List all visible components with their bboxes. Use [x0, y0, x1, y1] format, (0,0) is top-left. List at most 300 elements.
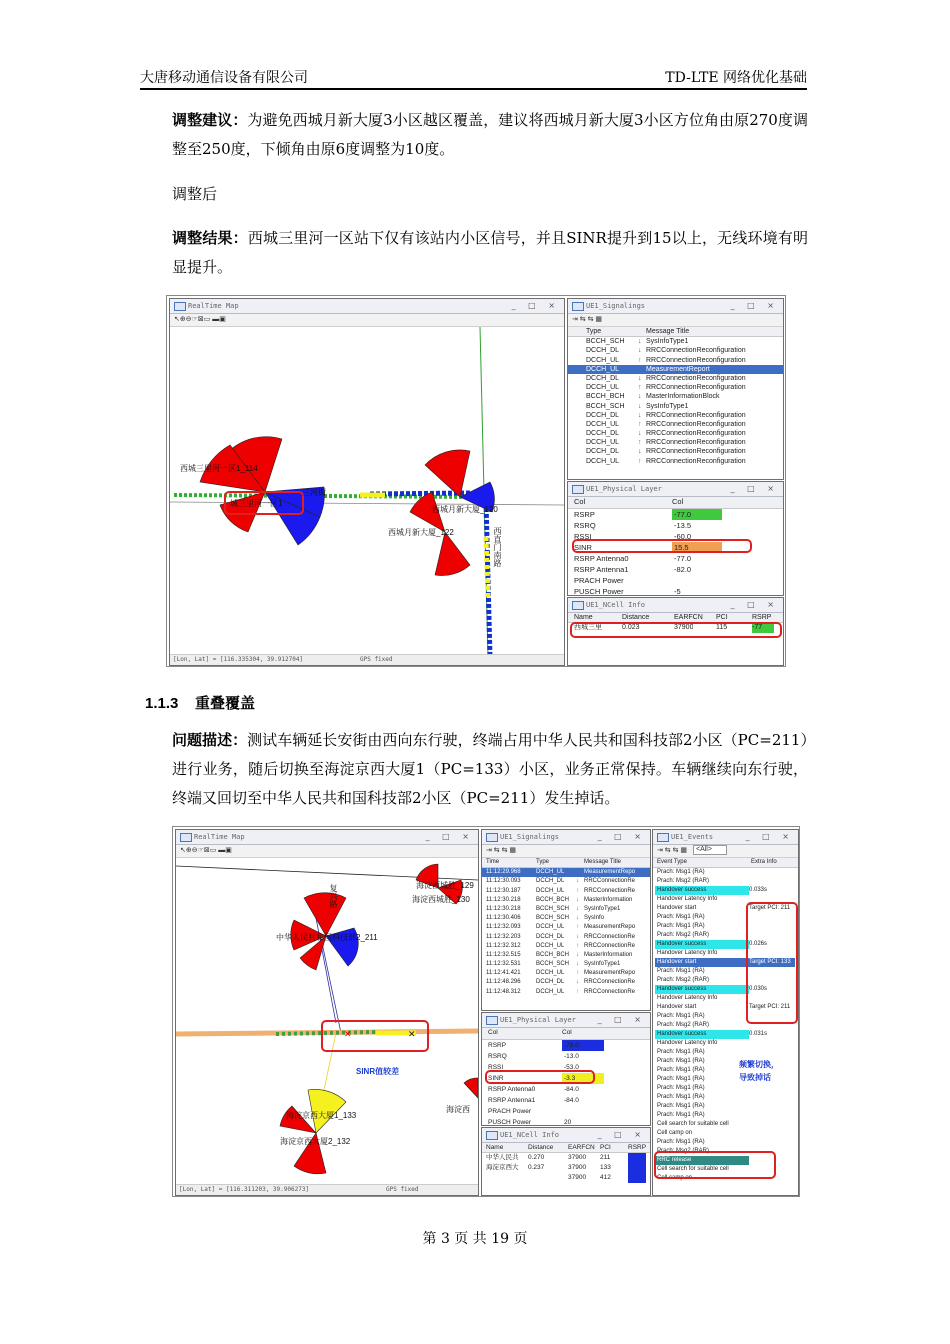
physical-title-bar [568, 482, 783, 497]
cell-value: -53.0 [564, 1064, 579, 1071]
cell-event-type: Prach: Msg2 (RAR) [657, 932, 710, 939]
arrow-up-icon: ↑ [638, 439, 642, 447]
cell-type: DCCH_DL [536, 979, 565, 986]
table-row [568, 438, 783, 447]
cell-event-type: Prach: Msg1 (RA) [657, 1049, 705, 1056]
section-title: 重叠覆盖 [195, 695, 256, 712]
physical-title: UE1_Physical Layer [586, 485, 662, 493]
cell-msg: RRCConnectionRe [584, 988, 636, 995]
table-row [482, 923, 650, 932]
signalings-title: UE1_Signalings [500, 833, 560, 841]
cell-event-type: Prach: Msg1 (RA) [657, 914, 705, 921]
cell-earfcn: 37900 [568, 1154, 587, 1162]
table-row [482, 1106, 650, 1117]
col-rsrp: RSRP [752, 614, 772, 621]
cell-pci: 115 [716, 624, 728, 632]
cell-msg: RRCConnectionReconfiguration [646, 384, 746, 392]
ue-marker: ✕ [408, 1029, 416, 1039]
signalings-title: UE1_Signalings [586, 302, 646, 310]
cell-value: -60.0 [674, 532, 692, 541]
cell-event-type: Prach: Msg1 (RA) [657, 1058, 705, 1065]
table-row [482, 1084, 650, 1095]
arrow-down-icon: ↓ [638, 374, 642, 382]
cell-msg: RRCConnectionRe [584, 942, 636, 949]
cell-rsrp [628, 1153, 646, 1163]
cell-event-type: Cell camp on [657, 1175, 693, 1182]
cell-time: 11:12:32.093 [486, 924, 521, 931]
cell-type: BCCH_SCH [586, 402, 625, 410]
map-title: RealTime Map [188, 302, 239, 310]
cell-msg: MeasurementReport [646, 365, 710, 373]
suggestion-text: 为避免西城月新大厦3小区越区覆盖，建议将西城月新大厦3小区方位角由原270度调整至250度，下倾角由原6度调整为10度。 [172, 111, 808, 158]
events-filter-select[interactable]: <All> [693, 845, 727, 855]
cell-value: -77.0 [674, 554, 692, 563]
cell-value: -3.3 [562, 1073, 604, 1084]
table-row [568, 447, 783, 456]
cell-msg: RRCConnectionReconfiguration [646, 420, 746, 428]
cell-msg: RRCConnectionRe [584, 887, 636, 894]
table-row [568, 575, 783, 586]
cell-event-type: Handover start [655, 958, 749, 967]
cell-rsrp [628, 1163, 646, 1173]
cell-time: 11:12:30.093 [486, 878, 521, 885]
cell-extra-info: 0.033s [749, 887, 768, 894]
cell-event-type: Cell search for suitable cell [657, 1121, 729, 1128]
cell-extra-info: Target PCI: 133 [749, 958, 795, 967]
events-title: UE1_Events [671, 833, 714, 841]
arrow-up-icon: ↑ [638, 384, 642, 392]
arrow-down-icon: ↓ [576, 896, 579, 903]
cell-event-type: Handover start [657, 1004, 697, 1011]
window-controls[interactable]: _ □ × [511, 301, 560, 310]
cell-name: RSRP [488, 1042, 507, 1049]
arrow-down-icon: ↓ [638, 448, 642, 456]
table-row [482, 988, 650, 997]
signalings-toolbar[interactable]: ⇥ ⇆ ⇆ ▦ [482, 845, 650, 858]
cell-type: DCCH_DL [586, 374, 620, 382]
cell-name: RSRP Antenna1 [574, 565, 629, 574]
cell-type: DCCH_UL [586, 457, 620, 465]
cell-type: DCCH_UL [536, 942, 565, 949]
gps-status: GPS fixed [360, 656, 393, 663]
table-row [568, 356, 783, 365]
cell-event-type: Prach: Msg1 (RA) [657, 1067, 705, 1074]
table-row [653, 1093, 798, 1102]
map-status-bar [170, 654, 565, 665]
label-keji-211: 中华人民共和国科技部2_211 [276, 933, 378, 942]
cell-msg: RRCConnectionReconfiguration [646, 356, 746, 364]
cell-type: DCCH_DL [586, 347, 620, 355]
cell-name: RSRP Antenna0 [574, 554, 629, 563]
col-message-title: Message Title [584, 859, 622, 865]
window-controls[interactable]: _ □ × [597, 832, 646, 841]
cell-rsrp [628, 1173, 646, 1183]
table-row [653, 877, 798, 886]
col-rsrp: RSRP [628, 1144, 647, 1151]
cell-msg: SysInfo [584, 915, 605, 922]
table-row [653, 1048, 798, 1057]
table-row [568, 411, 783, 420]
table-row [482, 978, 650, 987]
cell-event-type: Handover Latency Info [657, 896, 718, 903]
cell-type: DCCH_UL [536, 869, 565, 876]
table-row [568, 346, 783, 355]
cell-name: SINR [574, 543, 592, 552]
window-icon [180, 833, 192, 842]
cell-event-type: RRC release [655, 1156, 749, 1165]
cell-event-type: Cell search for suitable cell [657, 1166, 729, 1173]
cell-msg: SysInfoType1 [646, 338, 689, 346]
arrow-up-icon: ↑ [576, 988, 579, 995]
cell-msg: RRCConnectionRe [584, 933, 636, 940]
cell-type: BCCH_BCH [586, 393, 625, 401]
sinr-highlight [572, 539, 752, 553]
signalings-title-bar [482, 830, 650, 845]
table-row [482, 942, 650, 951]
cell-event-type: Prach: Msg2 (RAR) [657, 1022, 710, 1029]
cell-sectors-jingxi [280, 1078, 478, 1174]
col-name: Col [574, 497, 586, 506]
table-row [482, 1173, 650, 1183]
cell-event-type: Prach: Msg2 (RAR) [657, 977, 710, 984]
map-title-bar [176, 830, 478, 845]
label-vertical-road: 复兴路 [329, 884, 338, 908]
cell-name: RSSI [574, 532, 592, 541]
cell-value: 15.5 [672, 542, 722, 553]
cell-event-type: Handover start [657, 905, 697, 912]
arrow-down-icon: ↓ [576, 915, 579, 922]
ncell-info-window [567, 597, 784, 666]
table-row [653, 1039, 798, 1048]
table-row [653, 886, 798, 895]
cell-msg: SysInfoType1 [584, 905, 621, 912]
cell-extra-info: Target PCI: 211 [749, 1004, 791, 1011]
signalings-window [567, 298, 784, 480]
arrow-up-icon: ↑ [638, 356, 642, 364]
ncell-table [482, 1143, 650, 1183]
col-value: Col [562, 1029, 572, 1036]
problem-description [172, 726, 808, 813]
arrow-down-icon: ↓ [638, 347, 642, 355]
map-coordinates: [Lon, Lat] = [116.311203, 39.906273] [179, 1186, 310, 1193]
map-toolbar[interactable]: ↖⊕⊖☞⊠▭ ▬▣ [170, 314, 564, 327]
table-row [568, 365, 783, 374]
table-row [568, 402, 783, 411]
table-header [482, 858, 650, 868]
cell-time: 11:12:32.515 [486, 951, 521, 958]
cell-event-type: Prach: Msg1 (RA) [657, 869, 705, 876]
cell-msg: MasterInformation [584, 951, 633, 958]
arrow-down-icon: ↓ [576, 878, 579, 885]
cell-distance: 0.023 [622, 624, 640, 632]
cell-event-type: Cell camp on [657, 1130, 693, 1137]
cell-time: 11:12:41.421 [486, 970, 521, 977]
suggestion-label: 调整建议： [172, 111, 248, 129]
col-name: Col [488, 1029, 498, 1036]
table-row [653, 1111, 798, 1120]
table-row [568, 553, 783, 564]
map-toolbar[interactable]: ↖⊕⊖☞⊠▭ ▬▣ [176, 845, 478, 858]
col-name: Name [574, 614, 593, 621]
events-toolbar [653, 845, 798, 858]
cell-value: -13.0 [564, 1053, 579, 1060]
section-number: 1.1.3 [145, 695, 179, 712]
map-coordinates: [Lon, Lat] = [116.335304, 39.912704] [173, 656, 304, 663]
table-row [482, 933, 650, 942]
label-road: 三河街 [302, 488, 326, 497]
cell-msg: RRCConnectionReconfiguration [646, 411, 746, 419]
table-header [653, 858, 798, 868]
table-row [568, 509, 783, 520]
table-header [482, 1143, 650, 1153]
cell-distance: 0.237 [528, 1164, 545, 1172]
cell-name: RSRP Antenna1 [488, 1097, 536, 1104]
cell-event-type: Handover Latency Info [657, 995, 718, 1002]
cell-msg: RRCConnectionReconfiguration [646, 457, 746, 465]
col-pci: PCI [600, 1144, 611, 1151]
map-title: RealTime Map [194, 833, 245, 841]
table-row [653, 1102, 798, 1111]
cell-event-type: Handover success [655, 1030, 749, 1039]
table-row [653, 1129, 798, 1138]
cell-name: RSRQ [488, 1053, 507, 1060]
arrow-down-icon: ↓ [638, 338, 642, 346]
cell-type: BCCH_SCH [586, 338, 625, 346]
cell-type: DCCH_UL [586, 420, 620, 428]
col-time: Time [486, 859, 500, 865]
events-title-bar [653, 830, 798, 845]
label-vertical-road: 西直门南路 [493, 527, 502, 567]
cell-pci: 412 [600, 1174, 611, 1182]
cell-name: 西城三里 [574, 624, 602, 632]
cell-event-type: Handover Latency Info [657, 1040, 718, 1047]
label-sanlihe-selected: 城三里河一区1 [230, 499, 283, 508]
cell-type: BCCH_SCH [536, 905, 570, 912]
col-earfcn: EARFCN [568, 1144, 595, 1151]
table-row [482, 896, 650, 905]
window-icon [174, 302, 186, 311]
arrow-up-icon: ↑ [576, 924, 579, 931]
col-message-title: Message Title [646, 328, 690, 335]
arrow-up-icon: ↑ [638, 420, 642, 428]
col-distance: Distance [528, 1144, 554, 1151]
gps-status: GPS fixed [386, 1186, 419, 1193]
map-canvas[interactable] [170, 327, 564, 657]
arrow-down-icon: ↓ [576, 933, 579, 940]
col-type: Type [536, 859, 550, 865]
label-sanlihe-114: 西城三里河一区1_114 [180, 464, 258, 473]
events-toolbar-icons[interactable]: ⇥ ⇆ ⇆ ▦ [657, 847, 688, 854]
window-icon [572, 302, 584, 311]
label-sinr-note: SINR值较差 [356, 1067, 400, 1076]
arrow-up-icon: ↑ [576, 869, 579, 876]
col-earfcn: EARFCN [674, 614, 703, 621]
cell-rsrp: -77 [752, 623, 774, 633]
ncell-title-bar [568, 598, 783, 613]
cell-type: DCCH_DL [586, 430, 620, 438]
cell-value: -84.0 [564, 1086, 579, 1093]
realtime-map-window [169, 298, 565, 666]
arrow-down-icon: ↓ [638, 402, 642, 410]
table-row [482, 1153, 650, 1163]
cell-earfcn: 37900 [568, 1174, 587, 1182]
table-row [568, 392, 783, 401]
table-row [653, 1084, 798, 1093]
cell-name: PRACH Power [574, 576, 624, 585]
cell-time: 11:12:32.531 [486, 961, 521, 968]
window-controls[interactable]: _ □ × [597, 1130, 646, 1139]
cell-event-type: Prach: Msg1 (RA) [657, 1013, 705, 1020]
cell-event-type: Handover success [655, 886, 749, 895]
handover-annotation [739, 1058, 779, 1084]
arrow-up-icon: ↑ [576, 970, 579, 977]
col-distance: Distance [622, 614, 650, 621]
window-icon [572, 485, 584, 494]
cell-type: DCCH_DL [536, 933, 565, 940]
cell-msg: MeasurementRepo [584, 924, 636, 931]
label-north-129: 海淀西城胜_129 [416, 881, 474, 890]
signalings-table [482, 858, 650, 997]
table-row [482, 905, 650, 914]
arrow-up-icon: ↑ [638, 365, 642, 373]
cell-event-type: Prach: Msg1 (RA) [657, 1094, 705, 1101]
cell-name: PUSCH Power [488, 1119, 531, 1126]
arrow-down-icon: ↓ [576, 905, 579, 912]
realtime-map-window [175, 829, 479, 1196]
table-row [568, 457, 783, 466]
col-event-type: Event Type [657, 859, 687, 865]
signalings-toolbar[interactable]: ⇥ ⇆ ⇆ ▦ [568, 314, 783, 327]
cell-type: DCCH_DL [586, 448, 620, 456]
window-icon [486, 1016, 498, 1025]
cell-type: BCCH_BCH [536, 951, 570, 958]
window-controls[interactable]: _ □ × [730, 484, 779, 493]
cell-extra-info: 0.026s [749, 941, 768, 948]
table-row [482, 887, 650, 896]
cell-extra-info: 0.031s [749, 1031, 768, 1038]
window-controls[interactable]: _ □ × [597, 1015, 646, 1024]
map-title-bar [170, 299, 564, 314]
cell-time: 11:12:30.218 [486, 905, 521, 912]
window-icon [486, 1131, 498, 1140]
cell-msg: RRCConnectionReconfiguration [646, 430, 746, 438]
cell-type: BCCH_BCH [536, 896, 570, 903]
company-name: 大唐移动通信设备有限公司 [140, 70, 308, 86]
arrow-down-icon: ↓ [638, 411, 642, 419]
cell-type: DCCH_UL [586, 439, 620, 447]
cell-type: DCCH_UL [586, 365, 620, 373]
cell-msg: MasterInformation [584, 896, 633, 903]
page-header [140, 64, 807, 90]
window-controls[interactable]: _ □ × [730, 600, 779, 609]
label-jingxi-132: 海淀京西大厦2_132 [280, 1137, 351, 1146]
window-controls[interactable]: _ □ × [745, 832, 794, 841]
table-row [482, 1163, 650, 1173]
table-row [568, 374, 783, 383]
document-title: TD-LTE 网络优化基础 [665, 70, 807, 86]
window-controls[interactable]: _ □ × [730, 301, 779, 310]
cell-type: DCCH_UL [536, 988, 565, 995]
label-north-130: 海淀西城胜_130 [412, 895, 470, 904]
cell-event-type: Prach: Msg1 (RA) [657, 1112, 705, 1119]
cell-time: 11:12:32.203 [486, 933, 521, 940]
cell-pci: 133 [600, 1164, 611, 1172]
cell-type: DCCH_UL [586, 356, 620, 364]
label-yuexin-122: 西城月新大厦_122 [388, 528, 454, 537]
arrow-down-icon: ↓ [638, 430, 642, 438]
ncell-title: UE1_NCell Info [586, 601, 646, 609]
table-row [568, 586, 783, 596]
cell-event-type: Prach: Msg2 (RAR) [657, 878, 710, 885]
cell-msg: SysInfoType1 [584, 961, 621, 968]
cell-type: BCCH_SCH [536, 915, 570, 922]
table-row [482, 1095, 650, 1106]
table-row [482, 1051, 650, 1062]
cell-extra-info: 0.030s [749, 986, 768, 993]
cell-name: 中华人民共 [486, 1154, 519, 1162]
cell-msg: SysInfoType1 [646, 402, 689, 410]
cell-type: BCCH_SCH [536, 961, 570, 968]
table-row [568, 337, 783, 346]
table-row [568, 383, 783, 392]
ncell-title-bar [482, 1128, 650, 1143]
cell-msg: RRCConnectionReconfiguration [646, 347, 746, 355]
table-row [482, 969, 650, 978]
map-status-bar [176, 1184, 479, 1195]
arrow-down-icon: ↓ [576, 951, 579, 958]
cell-type: DCCH_DL [586, 411, 620, 419]
ncell-title: UE1_NCell Info [500, 1131, 560, 1139]
cell-name: PUSCH Power [574, 587, 624, 596]
cell-value: -5 [674, 587, 681, 596]
col-name: Name [486, 1144, 504, 1151]
table-row [482, 877, 650, 886]
table-row [482, 914, 650, 923]
cell-time: 11:12:32.312 [486, 942, 521, 949]
annotation-line-1: 频繁切换， [739, 1060, 779, 1069]
cell-earfcn: 37900 [674, 624, 694, 632]
cell-msg: MasterInformationBlock [646, 393, 720, 401]
arrow-up-icon: ↑ [576, 887, 579, 894]
ncell-highlight [570, 622, 782, 638]
cell-type: DCCH_UL [586, 384, 620, 392]
label-jingxi-133: 海淀京西大厦1_133 [286, 1111, 357, 1120]
cell-name: SINR [488, 1075, 504, 1082]
target-pci-highlight [746, 902, 798, 1024]
col-extra-info: Extra Info [751, 859, 777, 865]
table-row [568, 564, 783, 575]
label-yuexin-120: 西城月新大厦_120 [432, 505, 498, 514]
table-row [482, 1117, 650, 1126]
col-type: Type [586, 328, 602, 335]
result-text: 西城三里河一区站下仅有该站内小区信号，并且SINR提升到15以上，无线环境有明显提升。 [172, 229, 808, 276]
window-controls[interactable]: _ □ × [425, 832, 474, 841]
cell-distance: 0.270 [528, 1154, 545, 1162]
table-row [653, 1030, 798, 1039]
table-row [482, 1040, 650, 1051]
physical-title: UE1_Physical Layer [500, 1016, 576, 1024]
cell-name: RSSI [488, 1064, 504, 1071]
cell-time: 11:12:48.296 [486, 979, 521, 986]
events-window [652, 829, 799, 1196]
cell-extra-info: Target PCI: 211 [749, 905, 791, 912]
arrow-down-icon: ↓ [638, 393, 642, 401]
drive-route [176, 1031, 478, 1034]
table-header [568, 327, 783, 337]
table-row [653, 868, 798, 877]
annotation-line-2: 导致掉话 [739, 1073, 771, 1082]
signalings-table [568, 327, 783, 466]
